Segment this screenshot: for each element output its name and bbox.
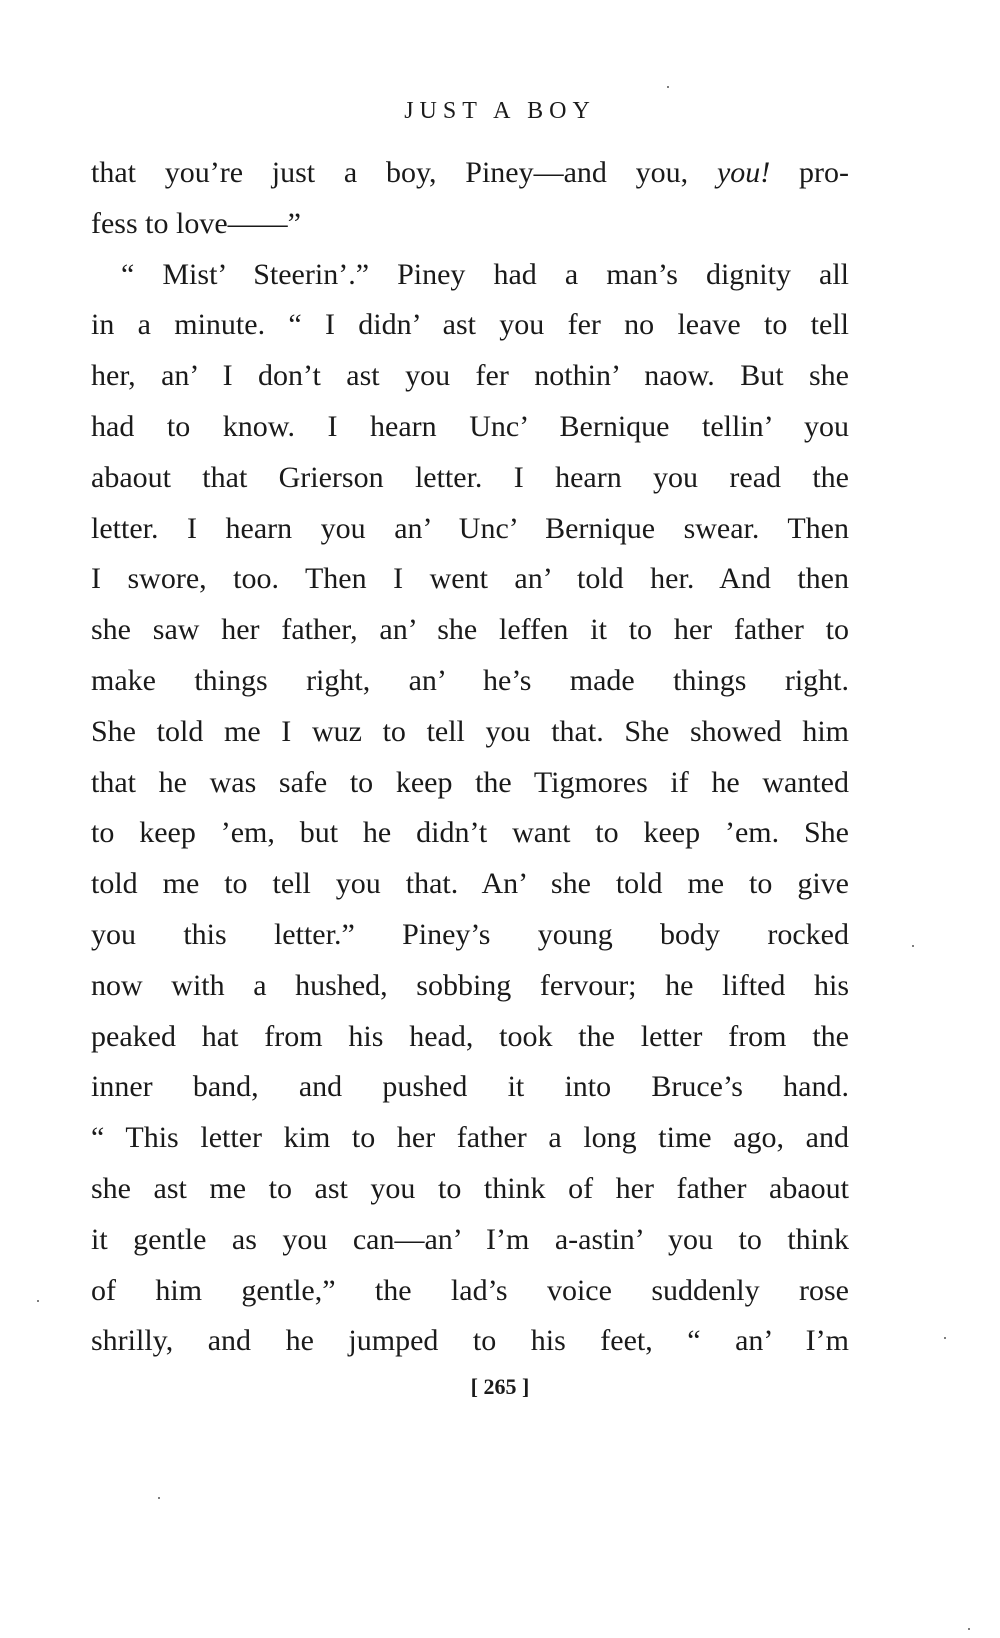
text-line [91, 758, 849, 809]
text-line-content: “ This letter kim to her father a long time ago, and [91, 1121, 849, 1155]
emphasis-text: you! [716, 156, 771, 189]
text-line-content: her, an’ I don’t ast you fer nothin’ naow. But she [91, 359, 849, 393]
text-line [91, 656, 849, 707]
text-line [91, 859, 849, 910]
text-line-content: you this letter.” Piney’s young body rocked [91, 917, 849, 951]
print-speck [912, 945, 914, 947]
running-head: JUST A BOY [404, 98, 596, 124]
text-line-content: she ast me to ast you to think of her father abaout [91, 1171, 849, 1205]
text-line [91, 453, 849, 504]
print-speck [667, 86, 669, 88]
text-line-content: in a minute. “ I didn’ ast you fer no leave to tell [91, 308, 849, 342]
print-speck [37, 1300, 39, 1302]
text-line [91, 1113, 849, 1164]
text-line [91, 554, 849, 605]
text-line [91, 1012, 849, 1063]
text-line-content: peaked hat from his head, took the letter from the [91, 1019, 849, 1053]
text-line [91, 250, 849, 301]
text-line [91, 605, 849, 656]
text-line [91, 300, 849, 351]
text-line-content: abaout that Grierson letter. I hearn you read the [91, 460, 849, 494]
text-line-content: She told me I wuz to tell you that. She showed him [91, 714, 849, 748]
text-line [91, 402, 849, 453]
text-line-content: that he was safe to keep the Tigmores if he wanted [91, 765, 849, 799]
text-line-content: letter. I hearn you an’ Unc’ Bernique swear. Then [91, 511, 849, 545]
text-line [91, 1164, 849, 1215]
body-text [91, 148, 849, 1367]
text-line-content: of him gentle,” the lad’s voice suddenly rose [91, 1273, 849, 1307]
text-line-content: “ Mist’ Steerin’.” Piney had a man’s dignity all [121, 257, 849, 291]
text-line [91, 148, 849, 199]
print-speck [944, 1337, 946, 1339]
text-line [91, 1316, 849, 1367]
text-line-content: that you’re just a boy, Piney—and you, [91, 156, 717, 189]
text-line [91, 1062, 849, 1113]
text-line [91, 1215, 849, 1266]
text-line [91, 808, 849, 859]
text-line-content: fess to love——” [91, 206, 301, 240]
text-line-content: told me to tell you that. An’ she told me to give [91, 867, 849, 901]
text-line [91, 1266, 849, 1317]
text-line [91, 504, 849, 555]
text-line-content: had to know. I hearn Unc’ Bernique tellin’ you [91, 409, 849, 443]
text-line [91, 351, 849, 402]
text-line-content: make things right, an’ he’s made things right. [91, 663, 849, 697]
text-line-content: inner band, and pushed it into Bruce’s hand. [91, 1070, 849, 1104]
print-speck [158, 1497, 160, 1499]
text-line [91, 707, 849, 758]
text-line-content: shrilly, and he jumped to his feet, “ an’ I’m [91, 1324, 849, 1358]
text-line-content: it gentle as you can—an’ I’m a-astin’ you to think [91, 1222, 849, 1256]
text-line [91, 910, 849, 961]
text-line [91, 961, 849, 1012]
text-line-content: she saw her father, an’ she leffen it to her father to [91, 613, 849, 647]
text-line-content: I swore, too. Then I went an’ told her. And then [91, 562, 849, 596]
text-line [91, 199, 849, 250]
print-speck [968, 1628, 970, 1630]
text-line-continuation: pro- [770, 156, 849, 189]
text-line-content: now with a hushed, sobbing fervour; he lifted his [91, 968, 849, 1002]
page-number: [ 265 ] [470, 1374, 530, 1399]
text-line-content: to keep ’em, but he didn’t want to keep ’em. She [91, 816, 849, 850]
